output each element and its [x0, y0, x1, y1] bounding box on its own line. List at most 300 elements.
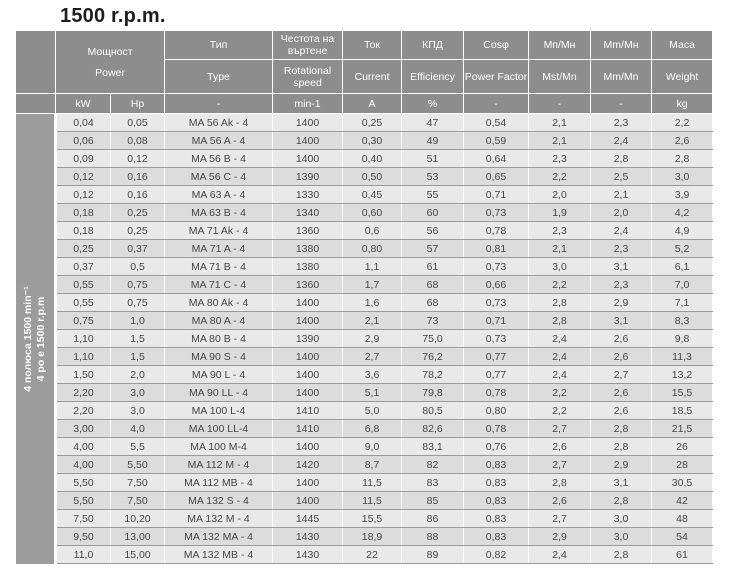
cell-mst-mn: 2,6 [529, 438, 591, 456]
table-row [16, 312, 713, 330]
cell-efficiency: 73 [402, 312, 464, 330]
cell-hp: 4,0 [111, 420, 165, 438]
cell-current: 0,40 [343, 150, 402, 168]
cell-hp: 10,20 [111, 510, 165, 528]
cell-kw: 0,06 [56, 132, 111, 150]
cell-current: 22 [343, 546, 402, 564]
cell-type: MA 56 C - 4 [165, 168, 273, 186]
cell-hp: 0,05 [111, 114, 165, 132]
cell-hp: 2,0 [111, 366, 165, 384]
cell-efficiency: 86 [402, 510, 464, 528]
cell-mm-mn: 2,8 [591, 492, 652, 510]
cell-weight: 28 [652, 456, 713, 474]
cell-efficiency: 82,6 [402, 420, 464, 438]
cell-mm-mn: 2,1 [591, 186, 652, 204]
cell-hp: 7,50 [111, 492, 165, 510]
unit-pf: - [464, 94, 529, 114]
cell-speed: 1390 [273, 330, 343, 348]
cell-weight: 11,3 [652, 348, 713, 366]
table-row [16, 168, 713, 186]
table-row [16, 510, 713, 528]
cell-power-factor: 0,73 [464, 204, 529, 222]
cell-type: MA 80 B - 4 [165, 330, 273, 348]
page-title: 1500 r.p.m. [60, 5, 166, 27]
table-row [16, 132, 713, 150]
table-row [16, 294, 713, 312]
cell-kw: 2,20 [56, 402, 111, 420]
cell-mm-mn: 2,9 [591, 294, 652, 312]
cell-type: MA 71 C - 4 [165, 276, 273, 294]
cell-kw: 0,18 [56, 204, 111, 222]
cell-mm-mn: 2,8 [591, 546, 652, 564]
cell-power-factor: 0,73 [464, 294, 529, 312]
cell-efficiency: 83 [402, 474, 464, 492]
cell-speed: 1400 [273, 384, 343, 402]
cell-weight: 2,8 [652, 150, 713, 168]
table-row [16, 492, 713, 510]
cell-kw: 2,20 [56, 384, 111, 402]
cell-current: 1,1 [343, 258, 402, 276]
header-pf-en: Power Factor [464, 60, 529, 94]
cell-mst-mn: 2,1 [529, 114, 591, 132]
cell-weight: 2,2 [652, 114, 713, 132]
header-current-en: Current [343, 60, 402, 94]
cell-mst-mn: 2,0 [529, 186, 591, 204]
cell-speed: 1400 [273, 366, 343, 384]
cell-efficiency: 88 [402, 528, 464, 546]
cell-efficiency: 47 [402, 114, 464, 132]
cell-kw: 1,10 [56, 330, 111, 348]
cell-weight: 2,6 [652, 132, 713, 150]
cell-kw: 9,50 [56, 528, 111, 546]
cell-current: 18,9 [343, 528, 402, 546]
table-header [16, 31, 713, 114]
header-speed-bg: Честота на въртене [273, 31, 343, 60]
cell-mst-mn: 2,1 [529, 132, 591, 150]
table-row [16, 402, 713, 420]
header-current-bg: Ток [343, 31, 402, 60]
cell-mst-mn: 2,1 [529, 240, 591, 258]
cell-kw: 0,75 [56, 312, 111, 330]
cell-power-factor: 0,59 [464, 132, 529, 150]
cell-mm-mn: 3,0 [591, 510, 652, 528]
cell-mst-mn: 2,9 [529, 528, 591, 546]
cell-mst-mn: 2,7 [529, 456, 591, 474]
cell-speed: 1400 [273, 474, 343, 492]
table-row [16, 186, 713, 204]
cell-weight: 6,1 [652, 258, 713, 276]
header-eff-en: Efficiency [402, 60, 464, 94]
cell-kw: 1,50 [56, 366, 111, 384]
cell-mst-mn: 2,8 [529, 312, 591, 330]
table-row [16, 240, 713, 258]
cell-hp: 0,12 [111, 150, 165, 168]
cell-hp: 0,25 [111, 222, 165, 240]
unit-type: - [165, 94, 273, 114]
cell-weight: 7,1 [652, 294, 713, 312]
header-power-bg: Мощност [87, 45, 133, 58]
side-label-line2: 4 po e 1500 r.p.m [35, 296, 47, 382]
cell-current: 2,1 [343, 312, 402, 330]
cell-mst-mn: 2,2 [529, 168, 591, 186]
cell-mst-mn: 2,4 [529, 348, 591, 366]
table-row [16, 528, 713, 546]
cell-efficiency: 57 [402, 240, 464, 258]
cell-hp: 0,16 [111, 168, 165, 186]
table-row [16, 276, 713, 294]
cell-type: MA 63 B - 4 [165, 204, 273, 222]
cell-mst-mn: 2,4 [529, 546, 591, 564]
header-eff-bg: КПД [402, 31, 464, 60]
side-label-line1: 4 полюса 1500 min⁻¹ [22, 286, 34, 392]
cell-speed: 1380 [273, 240, 343, 258]
cell-hp: 3,0 [111, 384, 165, 402]
cell-current: 1,7 [343, 276, 402, 294]
cell-weight: 26 [652, 438, 713, 456]
cell-weight: 8,3 [652, 312, 713, 330]
cell-weight: 5,2 [652, 240, 713, 258]
cell-current: 1,6 [343, 294, 402, 312]
header-mst-bg: Mп/Mн [529, 31, 591, 60]
cell-efficiency: 49 [402, 132, 464, 150]
cell-current: 2,9 [343, 330, 402, 348]
cell-mm-mn: 3,1 [591, 474, 652, 492]
header-pf-bg: Cosφ [464, 31, 529, 60]
cell-power-factor: 0,65 [464, 168, 529, 186]
cell-current: 0,6 [343, 222, 402, 240]
cell-mm-mn: 2,0 [591, 204, 652, 222]
cell-kw: 0,18 [56, 222, 111, 240]
cell-weight: 61 [652, 546, 713, 564]
cell-hp: 0,75 [111, 294, 165, 312]
cell-speed: 1360 [273, 222, 343, 240]
unit-mm: - [591, 94, 652, 114]
cell-mm-mn: 3,1 [591, 258, 652, 276]
cell-hp: 5,50 [111, 456, 165, 474]
cell-power-factor: 0,80 [464, 402, 529, 420]
cell-speed: 1400 [273, 438, 343, 456]
cell-mst-mn: 1,9 [529, 204, 591, 222]
cell-mst-mn: 2,3 [529, 222, 591, 240]
header-power [56, 31, 165, 94]
cell-speed: 1420 [273, 456, 343, 474]
cell-power-factor: 0,83 [464, 474, 529, 492]
cell-weight: 21,5 [652, 420, 713, 438]
motor-spec-table [15, 30, 713, 564]
cell-type: MA 132 MB - 4 [165, 546, 273, 564]
cell-mm-mn: 2,6 [591, 384, 652, 402]
cell-weight: 48 [652, 510, 713, 528]
header-mst-en: Mst/Mn [529, 60, 591, 94]
cell-power-factor: 0,83 [464, 492, 529, 510]
table-row [16, 438, 713, 456]
unit-mass: kg [652, 94, 713, 114]
cell-current: 5,1 [343, 384, 402, 402]
cell-type: MA 56 B - 4 [165, 150, 273, 168]
header-corner [16, 31, 56, 94]
cell-hp: 0,75 [111, 276, 165, 294]
cell-current: 5,0 [343, 402, 402, 420]
cell-hp: 0,08 [111, 132, 165, 150]
cell-mst-mn: 2,3 [529, 150, 591, 168]
header-mass-bg: Маса [652, 31, 713, 60]
cell-efficiency: 83,1 [402, 438, 464, 456]
cell-kw: 0,09 [56, 150, 111, 168]
unit-current: A [343, 94, 402, 114]
cell-hp: 1,5 [111, 330, 165, 348]
cell-type: MA 132 M - 4 [165, 510, 273, 528]
cell-hp: 7,50 [111, 474, 165, 492]
cell-kw: 4,00 [56, 438, 111, 456]
cell-power-factor: 0,83 [464, 456, 529, 474]
cell-power-factor: 0,83 [464, 510, 529, 528]
cell-mm-mn: 2,5 [591, 168, 652, 186]
cell-mm-mn: 2,6 [591, 330, 652, 348]
unit-hp: Hp [111, 94, 165, 114]
cell-type: MA 132 MA - 4 [165, 528, 273, 546]
cell-mm-mn: 2,3 [591, 240, 652, 258]
cell-type: MA 71 Ak - 4 [165, 222, 273, 240]
cell-mm-mn: 2,4 [591, 222, 652, 240]
header-mm-en: Mm/Mn [591, 60, 652, 94]
cell-weight: 18,5 [652, 402, 713, 420]
cell-efficiency: 51 [402, 150, 464, 168]
cell-weight: 13,2 [652, 366, 713, 384]
cell-mst-mn: 2,2 [529, 402, 591, 420]
cell-kw: 0,55 [56, 294, 111, 312]
cell-kw: 0,25 [56, 240, 111, 258]
cell-type: MA 112 MB - 4 [165, 474, 273, 492]
cell-current: 0,60 [343, 204, 402, 222]
table-row [16, 348, 713, 366]
cell-type: MA 112 M - 4 [165, 456, 273, 474]
cell-power-factor: 0,77 [464, 366, 529, 384]
side-label [22, 286, 48, 391]
cell-speed: 1400 [273, 312, 343, 330]
cell-speed: 1380 [273, 258, 343, 276]
cell-efficiency: 76,2 [402, 348, 464, 366]
header-mass-en: Weight [652, 60, 713, 94]
cell-type: MA 90 LL - 4 [165, 384, 273, 402]
cell-power-factor: 0,83 [464, 528, 529, 546]
cell-current: 3,6 [343, 366, 402, 384]
cell-mm-mn: 2,4 [591, 132, 652, 150]
cell-weight: 3,0 [652, 168, 713, 186]
unit-eff: % [402, 94, 464, 114]
cell-weight: 3,9 [652, 186, 713, 204]
cell-hp: 1,5 [111, 348, 165, 366]
cell-weight: 30,5 [652, 474, 713, 492]
cell-hp: 5,5 [111, 438, 165, 456]
cell-power-factor: 0,78 [464, 222, 529, 240]
cell-hp: 0,37 [111, 240, 165, 258]
cell-type: MA 56 A - 4 [165, 132, 273, 150]
cell-efficiency: 61 [402, 258, 464, 276]
cell-speed: 1400 [273, 132, 343, 150]
cell-hp: 1,0 [111, 312, 165, 330]
cell-efficiency: 89 [402, 546, 464, 564]
table-row [16, 150, 713, 168]
cell-mm-mn: 2,7 [591, 366, 652, 384]
cell-efficiency: 68 [402, 276, 464, 294]
cell-type: MA 80 A - 4 [165, 312, 273, 330]
cell-current: 11,5 [343, 492, 402, 510]
table-row [16, 384, 713, 402]
cell-speed: 1390 [273, 168, 343, 186]
cell-power-factor: 0,82 [464, 546, 529, 564]
cell-mm-mn: 3,0 [591, 528, 652, 546]
cell-efficiency: 53 [402, 168, 464, 186]
cell-power-factor: 0,66 [464, 276, 529, 294]
cell-efficiency: 60 [402, 204, 464, 222]
header-type-bg: Тип [165, 31, 273, 60]
cell-power-factor: 0,76 [464, 438, 529, 456]
cell-power-factor: 0,77 [464, 348, 529, 366]
table-row [16, 204, 713, 222]
cell-mm-mn: 2,8 [591, 150, 652, 168]
cell-current: 0,50 [343, 168, 402, 186]
cell-power-factor: 0,78 [464, 420, 529, 438]
cell-type: MA 100 L-4 [165, 402, 273, 420]
cell-weight: 9,8 [652, 330, 713, 348]
cell-efficiency: 85 [402, 492, 464, 510]
cell-efficiency: 55 [402, 186, 464, 204]
cell-mst-mn: 2,2 [529, 276, 591, 294]
cell-kw: 1,10 [56, 348, 111, 366]
cell-speed: 1330 [273, 186, 343, 204]
cell-mst-mn: 3,0 [529, 258, 591, 276]
cell-kw: 0,04 [56, 114, 111, 132]
header-type-en: Type [165, 60, 273, 94]
header-power-en: Power [95, 66, 125, 79]
cell-mm-mn: 2,9 [591, 456, 652, 474]
cell-efficiency: 68 [402, 294, 464, 312]
table-row [16, 366, 713, 384]
cell-type: MA 56 Ak - 4 [165, 114, 273, 132]
cell-weight: 42 [652, 492, 713, 510]
cell-kw: 11,0 [56, 546, 111, 564]
cell-mm-mn: 2,3 [591, 276, 652, 294]
cell-current: 2,7 [343, 348, 402, 366]
cell-power-factor: 0,54 [464, 114, 529, 132]
cell-speed: 1400 [273, 114, 343, 132]
cell-hp: 3,0 [111, 402, 165, 420]
table-body [16, 114, 713, 564]
cell-mst-mn: 2,4 [529, 366, 591, 384]
cell-efficiency: 79,8 [402, 384, 464, 402]
cell-hp: 13,00 [111, 528, 165, 546]
table-row [16, 546, 713, 564]
cell-kw: 3,00 [56, 420, 111, 438]
cell-power-factor: 0,73 [464, 330, 529, 348]
header-speed-en: Rotational speed [273, 60, 343, 94]
cell-weight: 4,9 [652, 222, 713, 240]
cell-mst-mn: 2,7 [529, 510, 591, 528]
cell-power-factor: 0,71 [464, 186, 529, 204]
cell-type: MA 71 A - 4 [165, 240, 273, 258]
table-row [16, 474, 713, 492]
unit-kw: kW [56, 94, 111, 114]
cell-speed: 1410 [273, 420, 343, 438]
cell-power-factor: 0,73 [464, 258, 529, 276]
cell-speed: 1400 [273, 150, 343, 168]
cell-kw: 0,12 [56, 186, 111, 204]
cell-power-factor: 0,64 [464, 150, 529, 168]
cell-speed: 1430 [273, 528, 343, 546]
cell-power-factor: 0,81 [464, 240, 529, 258]
cell-speed: 1360 [273, 276, 343, 294]
units-corner [16, 94, 56, 114]
cell-type: MA 71 B - 4 [165, 258, 273, 276]
cell-speed: 1400 [273, 492, 343, 510]
cell-kw: 4,00 [56, 456, 111, 474]
cell-current: 0,45 [343, 186, 402, 204]
cell-current: 9,0 [343, 438, 402, 456]
cell-mm-mn: 2,8 [591, 420, 652, 438]
cell-weight: 4,2 [652, 204, 713, 222]
unit-speed: min-1 [273, 94, 343, 114]
cell-mst-mn: 2,8 [529, 294, 591, 312]
cell-speed: 1410 [273, 402, 343, 420]
table-row [16, 114, 713, 132]
cell-type: MA 80 Ak - 4 [165, 294, 273, 312]
cell-type: MA 132 S - 4 [165, 492, 273, 510]
cell-efficiency: 80,5 [402, 402, 464, 420]
cell-hp: 0,25 [111, 204, 165, 222]
cell-current: 0,25 [343, 114, 402, 132]
cell-kw: 5,50 [56, 474, 111, 492]
cell-speed: 1340 [273, 204, 343, 222]
table-row [16, 258, 713, 276]
cell-hp: 15,00 [111, 546, 165, 564]
side-label-cell [16, 114, 56, 564]
cell-efficiency: 82 [402, 456, 464, 474]
cell-type: MA 90 L - 4 [165, 366, 273, 384]
cell-mst-mn: 2,4 [529, 330, 591, 348]
cell-efficiency: 56 [402, 222, 464, 240]
cell-mst-mn: 2,2 [529, 384, 591, 402]
cell-mm-mn: 2,6 [591, 348, 652, 366]
cell-mst-mn: 2,8 [529, 474, 591, 492]
table-row [16, 222, 713, 240]
cell-type: MA 90 S - 4 [165, 348, 273, 366]
header-mm-bg: Mm/Mн [591, 31, 652, 60]
cell-power-factor: 0,71 [464, 312, 529, 330]
cell-kw: 0,12 [56, 168, 111, 186]
cell-mm-mn: 3,1 [591, 312, 652, 330]
cell-type: MA 100 M-4 [165, 438, 273, 456]
cell-speed: 1445 [273, 510, 343, 528]
cell-mst-mn: 2,6 [529, 492, 591, 510]
cell-current: 6,8 [343, 420, 402, 438]
cell-current: 0,30 [343, 132, 402, 150]
cell-speed: 1430 [273, 546, 343, 564]
table-row [16, 456, 713, 474]
cell-weight: 54 [652, 528, 713, 546]
cell-speed: 1400 [273, 294, 343, 312]
cell-current: 15,5 [343, 510, 402, 528]
cell-efficiency: 75,0 [402, 330, 464, 348]
cell-kw: 0,55 [56, 276, 111, 294]
cell-current: 0,80 [343, 240, 402, 258]
cell-hp: 0,5 [111, 258, 165, 276]
cell-kw: 5,50 [56, 492, 111, 510]
cell-mm-mn: 2,6 [591, 402, 652, 420]
table-row [16, 330, 713, 348]
cell-mst-mn: 2,7 [529, 420, 591, 438]
cell-type: MA 100 LL-4 [165, 420, 273, 438]
cell-efficiency: 78,2 [402, 366, 464, 384]
